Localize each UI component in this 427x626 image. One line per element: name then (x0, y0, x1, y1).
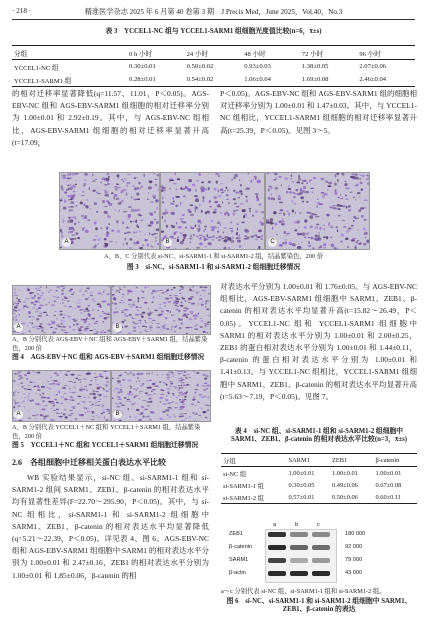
fig5-panel-a (12, 370, 111, 422)
table-cell: 1.38±0.05 (301, 63, 329, 70)
fig4-label-b: B (113, 323, 122, 332)
table-cell: 0.50±0.02 (186, 63, 214, 70)
column-header: 48 小时 (242, 46, 300, 60)
mw-label: 79 000 (345, 557, 363, 563)
table-cell: 0.49±0.06 (332, 481, 358, 489)
table-cell: 0.30±0.05 (288, 481, 315, 489)
band (268, 532, 286, 537)
micrograph-image (60, 173, 159, 249)
fig4-caption: 图 4 AGS-EBV＋NC 组和 AGS-EBV＋SARM1 组细胞迁移情况 (12, 354, 205, 361)
lane-label-a: a (273, 522, 277, 528)
fig5-label-b: B (113, 410, 122, 419)
fig3-panel-c (265, 172, 370, 250)
fig4-note: A、B 分别代表 AGS-EBV＋NC 组和 AGS-EBV＋SARM1 组，结晶紫染色，200 倍 (12, 336, 208, 352)
column-header: 96 小时 (357, 46, 415, 60)
fig3-label-a: A (62, 238, 71, 247)
table-cell: 0.60±0.11 (373, 491, 417, 504)
table-cell: 0.28±0.01 (127, 73, 185, 87)
section-heading: 2.6 各组细胞中迁移相关蛋白表达水平比较 (12, 458, 166, 467)
band (290, 545, 308, 550)
table4 (221, 453, 417, 504)
band (290, 532, 308, 537)
table-cell: 0.30±0.01 (129, 63, 156, 70)
band (312, 571, 330, 576)
table-row (221, 479, 417, 491)
fig4-panel-a (12, 285, 111, 335)
table-cell: si-SARM1-2 组 (221, 491, 287, 504)
lane-label-b: b (295, 522, 299, 528)
journal-title: 精准医学杂志 2025 年 6 月第 40 卷第 3 期 J Precis Med，June 2025，Vol.40，No.3 (84, 8, 343, 16)
table-cell: 0.93±0.03 (244, 63, 271, 70)
fig3-note: A、B、C 分别代表 si-NC、si-SARM1-1 和 si-SARM1-2 组，结晶紫染色，200 倍 (103, 253, 323, 260)
band (268, 558, 286, 563)
running-header (12, 7, 415, 19)
fig3-panel-a (59, 172, 160, 250)
table-cell: YCCEL1-SARM1 组 (12, 73, 127, 87)
micrograph-image (161, 173, 264, 249)
column-header: 分组 (221, 454, 287, 467)
fig6-western-blot (221, 522, 417, 584)
micrograph-image (266, 173, 369, 249)
fig5-caption: 图 5 YCCEL1＋NC 组和 YCCEL1＋SARM1 组细胞迁移情况 (12, 442, 199, 449)
fig3-label-c: C (268, 238, 277, 247)
fig4-label-a: A (14, 323, 23, 332)
table3-caption: 表 3 YCCEL1-NC 组与 YCCEL1-SARM1 组细胞光度值比较(n=6，x̄±s) (105, 28, 322, 35)
fig4-panel-b (111, 285, 211, 335)
column-header: SARM1 (287, 454, 330, 467)
table-cell: si-SARM1-1 组 (223, 482, 265, 490)
header-rule (12, 19, 415, 20)
column-header: 24 小时 (185, 46, 243, 60)
mw-label: 92 000 (345, 544, 363, 550)
fig5-note: A、B 分别代表 YCCEL1＋NC 组和 YCCEL1＋SARM1 组，结晶紫染色，200 倍 (12, 424, 201, 440)
lane-label-c: c (317, 522, 320, 528)
page-number: · 218 · (12, 7, 32, 15)
body-text-right-mid: 对表达水平分别为 1.00±0.01 和 1.76±0.05。与 AGS-EBV-NC 组相比，AGS-EBV-SARM1 组细胞中 SARM1、ZEB1、β-catenin 的相对表达水平均显著升高(t=15.82～26.49，P＜0.05)。YCCEL1-NC 组和 YCCEL1-SARM1 组细胞中 SARM1 的相对表达水平分别为 1.00±0.01 和 2.00±0.25，ZEB1 的蛋白相对表达水平分别为 1.00±0.01 和 1.44±0.11，β-catenin 的蛋白相对表达水平分别为 1.00±0.01 和 1.41±0.13。与 YCCEL1-NC 组相比，YCCEL1-SARM1 组细胞中 SARM1、ZEB1、β-catenin 的相对表达水平均显著升高(t=5.63～7.19，P＜0.05)。见图 7。 (220, 282, 417, 401)
column-header: 分组 (12, 46, 127, 60)
table-row (221, 491, 417, 504)
fig6-caption: 图 6 si-NC、si-SARM1-1 和 si-SARM1-2 组细胞中 SARM1、ZEB1、β-catenin 的表达 (226, 598, 412, 614)
column-header: β-catenin (373, 454, 417, 467)
fig3-caption: 图 3 si-NC、si-SARM1-1 和 si-SARM1-2 组细胞迁移情况 (126, 264, 301, 271)
fig3-panel-b (160, 172, 265, 250)
band (268, 545, 286, 550)
table-cell: 0.54±0.02 (185, 73, 243, 87)
table-cell: 0.57±0.01 (287, 491, 330, 504)
band (268, 571, 286, 576)
table3 (12, 45, 415, 87)
table-cell: YCCEL1-NC 组 (14, 64, 59, 72)
body-text-top-right: P＜0.05)。AGS-EBV-NC 组和 AGS-EBV-SARM1 组的细胞相对迁移率分别为 1.00±0.01 和 1.47±0.03。其中，与 YCCEL1-NC 组相比，YCCEL1-SARM1 组细胞的相对迁移率显著升高(t=25.39，P＜0.05)。见图 3～5。 (220, 89, 417, 135)
table-cell: si-NC 组 (223, 470, 247, 478)
body-text-top-left: 的相对迁移率显著降低(q=11.57、11.01，P＜0.05)。AGS-EBV-NC 组和 AGS-EBV-SARM1 组细胞的相对迁移率分别为 1.00±0.01 和 2.92±0.19。其中，与 AGS-EBV-NC 组相比，AGS-EBV-SARM1 组细胞的相对迁移率显著升高(t=17.09， (12, 89, 209, 147)
table-row (12, 73, 415, 87)
protein-label-beta-catenin: β-catenin (229, 544, 253, 550)
table-cell: 1.00±0.01 (288, 469, 315, 477)
band (312, 545, 330, 550)
band (290, 571, 308, 576)
micrograph-image (112, 371, 210, 421)
fig3-label-b: B (163, 238, 172, 247)
fig5-label-a: A (14, 410, 23, 419)
mw-label: 180 000 (345, 531, 366, 537)
protein-label-beta-actin: β-actin (229, 570, 246, 576)
table-cell: 0.67±0.08 (375, 481, 402, 489)
column-header: ZEB1 (330, 454, 373, 467)
micrograph-image (13, 371, 110, 421)
column-header: 0 h 小时 (127, 46, 185, 60)
table-cell: 2.46±0.04 (357, 73, 415, 87)
protein-label-zeb1: ZEB1 (229, 531, 243, 537)
band (290, 558, 308, 563)
table-cell: 1.00±0.01 (375, 469, 402, 477)
fig6-note: a～c 分别代表 si-NC 组、si-SARM1-1 组和 si-SARM1-2 组。 (221, 588, 386, 595)
protein-label-sarm1: SARM1 (229, 557, 249, 563)
micrograph-image (13, 286, 110, 334)
table-cell: 1.00±0.01 (332, 469, 358, 477)
micrograph-image (112, 286, 210, 334)
band (312, 532, 330, 537)
table-cell: 1.06±0.04 (242, 73, 300, 87)
table-cell: 0.50±0.06 (330, 491, 373, 504)
table-cell: 1.69±0.08 (300, 73, 358, 87)
table-cell: 2.07±0.06 (359, 63, 387, 70)
body-text-bottom-left: WB 实验结果显示，si-NC 组、si-SARM1-1 组和 si-SARM1-2 组间 SARM1、ZEB1、β-catenin 的相对表达水平均有显著性差异(F=22.70～295.90，P＜0.05)。其中，与 si-NC 组相比，si-SARM1-1 和 si-SARM1-2 组细胞中 SARM1、ZEB1、β-catenin 的相对表达水平均显著降低(q=5.21～22.39，P＜0.05)。详见表 4、图 6。AGS-EBV-NC 组和 AGS-EBV-SARM1 组细胞中 SARM1 的相对表达水平分别为 1.00±0.01 和 2.47±0.16，ZEB1 的相对表达水平分别为 1.00±0.01 和 1.85±0.06，β-catenin 的相 (12, 473, 209, 580)
table-row (221, 467, 417, 480)
table4-caption: 表 4 si-NC 组、si-SARM1-1 组和 si-SARM1-2 组细胞中 SARM1、ZEB1、β-catenin 的相对表达水平比较(n=3，x̄±s) (230, 428, 407, 444)
column-header: 72 小时 (300, 46, 358, 60)
band (312, 558, 330, 563)
mw-label: 43 000 (345, 570, 363, 576)
fig5-panel-b (111, 370, 211, 422)
table-row (12, 60, 415, 74)
